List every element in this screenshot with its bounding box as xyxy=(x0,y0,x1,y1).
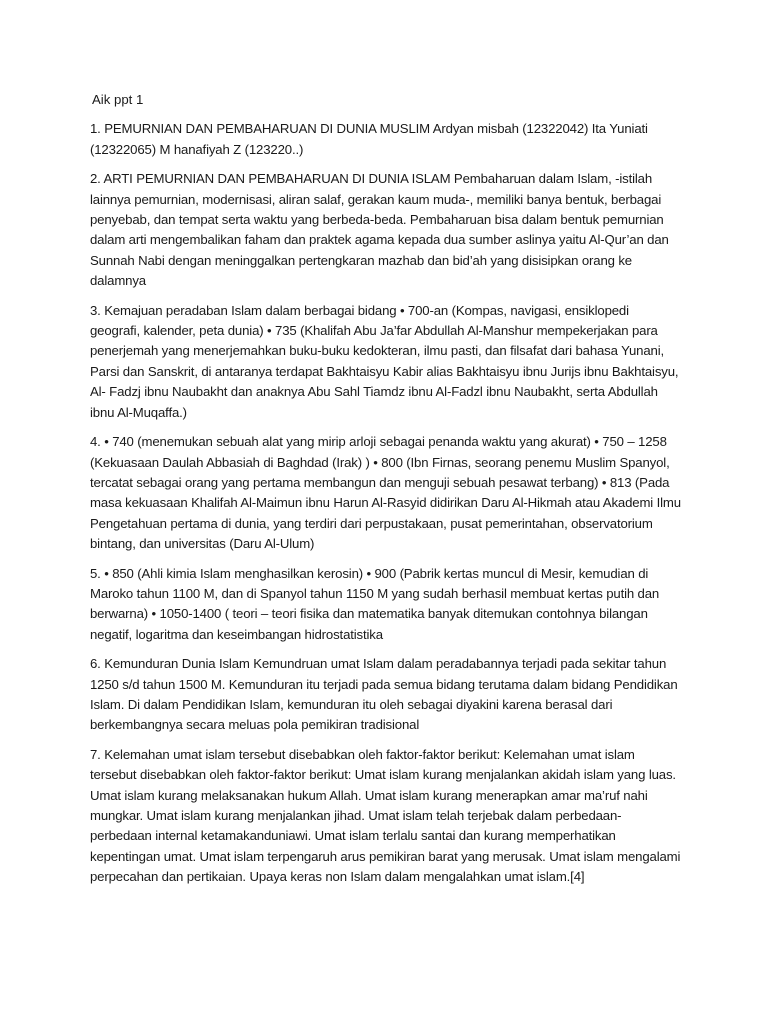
paragraph-6: 6. Kemunduran Dunia Islam Kemundruan umat Islam dalam peradabannya terjadi pada sekitar tahun 1250 s/d tahun 1500 M. Kemunduran itu terjadi pada semua bidang terutama dalam bidang Pendidikan Islam. Di dalam Pendidikan Islam, kemunduran itu oleh sebagai diyakini karena berasal dari berkembangnya secara meluas pola pemikiran tradisional xyxy=(90,656,678,733)
paragraph-2: 2. ARTI PEMURNIAN DAN PEMBAHARUAN DI DUNIA ISLAM Pembaharuan dalam Islam, -istilah lainnya pemurnian, modernisasi, aliran salaf, gerakan kaum muda-, memiliki banya bentuk, berbagai penyebab, dan tempat serta waktu yang berbeda-beda. Pembaharuan bisa dalam bentuk pemurnian dalam arti mengembalikan faham dan praktek agama kepada dua sumber aslinya yaitu Al-Qur’an dan Sunnah Nabi dengan meninggalkan pertengkaran mazhab dan bid’ah yang disisipkan orang ke dalamnya xyxy=(90,171,669,289)
document-page xyxy=(90,90,682,897)
paragraph-7: 7. Kelemahan umat islam tersebut disebabkan oleh faktor-faktor berikut: Kelemahan umat islam tersebut disebabkan oleh faktor-faktor berikut: Umat islam kurang menjalankan akidah islam yang luas. Umat islam kurang melaksanakan hukum Allah. Umat islam kurang menerapkan amar ma’ruf nahi mungkar. Umat islam kurang menjalankan jihad. Umat islam telah terjebak dalam perbedaan-perbedaan internal ketamakanduniawi. Umat islam terlalu santai dan kurang memperhatikan kepentingan umat. Umat islam terpengaruh arus pemikiran barat yang merusak. Umat islam mengalami perpecahan dan pertikaian. Upaya keras non Islam dalam mengalahkan umat islam.[4] xyxy=(90,746,681,885)
paragraph-1: 1. PEMURNIAN DAN PEMBAHARUAN DI DUNIA MUSLIM Ardyan misbah (12322042) Ita Yuniati (12322065) M hanafiyah Z (123220..) xyxy=(90,121,648,157)
paragraph-3: 3. Kemajuan peradaban Islam dalam berbagai bidang • 700-an (Kompas, navigasi, ensiklopedi geografi, kalender, peta dunia) • 735 (Khalifah Abu Ja’far Abdullah Al-Manshur mempekerjakan para penerjemah yang menerjemahkan buku-buku kedokteran, ilmu pasti, dan filsafat dari bahasa Yunani, Parsi dan Sanskrit, di antaranya terdapat Bakhtaisyu Kabir alias Bakhtaisyu ibnu Jurijs ibnu Bakhtaisyu, Al- Fadzj ibnu Naubakht dan anaknya Abu Sahl Tiamdz ibnu Al-Fadzl ibnu Naubakht, serta Abdullah ibnu Al-Muqaffa.) xyxy=(90,302,679,420)
document-title: Aik ppt 1 xyxy=(92,92,144,107)
paragraph-5: 5. • 850 (Ahli kimia Islam menghasilkan kerosin) • 900 (Pabrik kertas muncul di Mesir, kemudian di Maroko tahun 1100 M, dan di Spanyol tahun 1150 M yang sudah berhasil membuat kertas putih dan berwarna) • 1050-1400 ( teori – teori fisika dan matematika banyak ditemukan contohnya bilangan negatif, logaritma dan keseimbangan hidrostatistika xyxy=(90,565,660,642)
paragraph-4: 4. • 740 (menemukan sebuah alat yang mirip arloji sebagai penanda waktu yang akurat) • 750 – 1258 (Kekuasaan Daulah Abbasiah di Baghdad (Irak) ) • 800 (Ibn Firnas, seorang penemu Muslim Spanyol, tercatat sebagai orang yang pertama membangun dan menguji sebuah pesawat terbang) • 813 (Pada masa kekuasaan Khalifah Al-Maimun ibnu Harun Al-Rasyid didirikan Daru Al-Hikmah atau Akademi Ilmu Pengetahuan pertama di dunia, yang terdiri dari perpustakaan, pusat pemerintahan, observatorium bintang, dan universitas (Daru Al-Ulum) xyxy=(90,434,681,552)
